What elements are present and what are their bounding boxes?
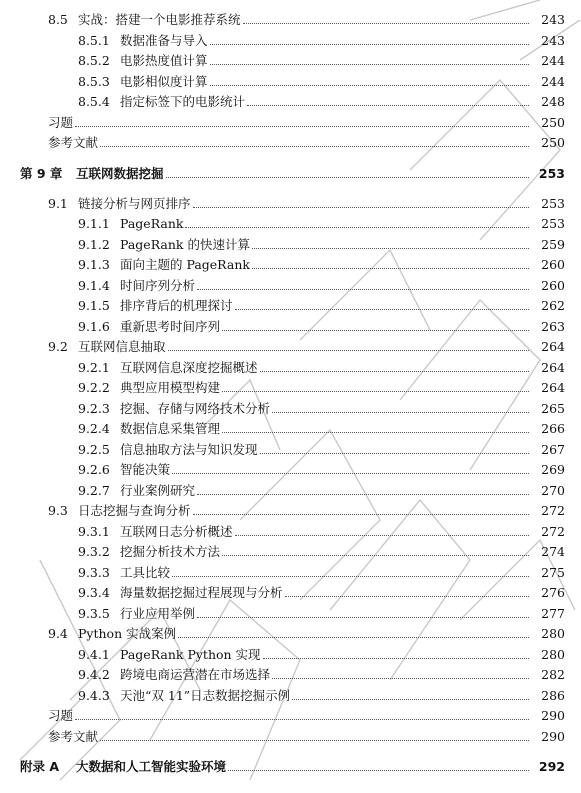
dot-leader [166, 177, 529, 178]
dot-leader [210, 64, 529, 65]
dot-leader [222, 555, 529, 556]
toc-entry[interactable] [0, 376, 581, 396]
dot-leader [185, 227, 529, 228]
toc-entry[interactable] [0, 294, 581, 314]
toc-entry[interactable] [0, 131, 581, 151]
toc-entry-title: 数据准备与导入 [120, 32, 208, 48]
toc-entry-title: 互联网数据挖掘 [76, 165, 164, 181]
dot-leader [222, 391, 529, 392]
toc-entry-number: 9.1.4 [78, 277, 110, 293]
toc-entry-page: 272 [541, 523, 565, 539]
toc-entry-page: 244 [541, 53, 565, 68]
toc-entry-page: 292 [538, 759, 565, 774]
toc-entry-page: 253 [541, 195, 565, 211]
toc-entry-number: 8.5 [48, 12, 68, 27]
toc-entry-page: 253 [541, 216, 565, 231]
toc-entry[interactable] [0, 479, 581, 499]
toc-entry-title: 习题 [48, 708, 74, 723]
toc-entry-number: 9.2 [48, 339, 68, 354]
dot-leader [197, 289, 529, 290]
toc-entry-title: 信息抽取方法与知识发现 [120, 441, 258, 457]
toc-entry-page: 243 [541, 32, 565, 48]
toc-entry-title: 工具比较 [120, 564, 171, 580]
toc-entry-title: 互联网信息深度挖掘概述 [120, 359, 258, 375]
toc-entry-number: 9.3.3 [78, 564, 110, 580]
toc-entry-title: 实战：搭建一个电影推荐系统 [78, 12, 241, 27]
toc-entry-page: 266 [541, 421, 565, 436]
toc-entry[interactable] [0, 520, 581, 540]
toc-entry-title: 行业案例研究 [120, 482, 196, 498]
dot-leader [228, 770, 529, 771]
dot-leader [222, 432, 529, 433]
dot-leader [100, 740, 529, 741]
toc-entry[interactable] [0, 458, 581, 478]
toc-entry-page: 250 [541, 135, 565, 150]
toc-entry[interactable] [0, 581, 581, 601]
toc-entry-title: 面向主题的 PageRank [120, 257, 250, 272]
toc-entry-title: 海量数据挖掘过程展现与分析 [120, 585, 283, 600]
toc-entry-number: 9.4.2 [78, 667, 110, 682]
dot-leader [260, 453, 529, 454]
toc-entry-title: 挖掘分析技术方法 [120, 544, 221, 559]
toc-entry-page: 272 [541, 503, 565, 518]
toc-entry-title: 电影热度值计算 [120, 53, 208, 68]
toc-entry-page: 267 [541, 441, 565, 457]
toc-entry-number: 9.2.7 [78, 482, 110, 498]
toc-entry-title: 参考文献 [48, 728, 99, 744]
toc-entry-title: Python 实战案例 [78, 626, 177, 641]
toc-entry[interactable] [0, 315, 581, 335]
toc-entry-title: 跨境电商运营潜在市场选择 [120, 667, 271, 682]
toc-entry-number: 9.1.5 [78, 298, 110, 313]
dot-leader [210, 85, 529, 86]
toc-entry-number: 8.5.2 [78, 53, 110, 68]
toc-entry-number: 9.2.5 [78, 441, 110, 457]
toc-entry-title: 互联网信息抽取 [78, 339, 166, 354]
toc-entry-page: 290 [541, 708, 565, 723]
toc-entry[interactable] [0, 704, 581, 724]
toc-entry-page: 274 [541, 544, 565, 559]
toc-entry[interactable] [0, 643, 581, 663]
toc-entry-title: PageRank Python 实现 [120, 646, 261, 662]
toc-entry-number: 9.3.2 [78, 544, 110, 559]
toc-entry[interactable] [0, 561, 581, 581]
toc-entry-title: 时间序列分析 [120, 277, 196, 293]
toc-entry[interactable] [0, 602, 581, 622]
toc-entry-title: PageRank [120, 216, 184, 231]
toc-entry-number: 9.3.1 [78, 523, 110, 539]
toc-entry-page: 282 [541, 667, 565, 682]
toc-entry[interactable] [0, 356, 581, 376]
dot-leader [235, 535, 529, 536]
dot-leader [222, 330, 529, 331]
toc-entry[interactable] [0, 8, 581, 28]
toc-entry-page: 290 [541, 728, 565, 744]
toc-entry-title: PageRank 的快速计算 [120, 236, 250, 252]
dot-leader [178, 637, 529, 638]
toc-entry-page: 243 [541, 12, 565, 27]
toc-entry-page: 265 [541, 400, 565, 416]
dot-leader [100, 146, 529, 147]
dot-leader [75, 719, 529, 720]
toc-entry-page: 264 [541, 380, 565, 395]
toc-entry-title: 典型应用模型构建 [120, 380, 221, 395]
dot-leader [193, 514, 529, 515]
toc-entry[interactable] [0, 663, 581, 683]
dot-leader [210, 44, 529, 45]
toc-entry-number: 9.3.4 [78, 585, 110, 600]
toc-entry-number: 9.4 [48, 626, 68, 641]
toc-entry-number: 9.2.1 [78, 359, 110, 375]
toc-entry-page: 248 [541, 94, 565, 109]
dot-leader [193, 207, 529, 208]
dot-leader [247, 105, 529, 106]
toc-entry-page: 260 [541, 257, 565, 272]
toc-entry-number: 9.2.4 [78, 421, 110, 436]
toc-entry-title: 电影相似度计算 [120, 73, 208, 89]
toc-entry-number: 9.1.6 [78, 318, 110, 334]
toc-entry-number: 9.2.6 [78, 462, 110, 477]
toc-entry-page: 263 [541, 318, 565, 334]
dot-leader [272, 678, 529, 679]
dot-leader [292, 699, 529, 700]
toc-entry-page: 250 [541, 114, 565, 130]
toc-entry[interactable] [0, 90, 581, 110]
toc-entry-title: 日志挖掘与查询分析 [78, 503, 191, 518]
toc-entry[interactable] [0, 274, 581, 294]
dot-leader [252, 248, 529, 249]
toc-entry-page: 275 [541, 564, 565, 580]
toc-entry[interactable] [0, 253, 581, 273]
dot-leader [235, 309, 529, 310]
toc-entry[interactable] [0, 212, 581, 232]
toc-entry-page: 280 [541, 646, 565, 662]
toc-entry-number: 9.2.2 [78, 380, 110, 395]
toc-entry-page: 260 [541, 277, 565, 293]
dot-leader [172, 576, 529, 577]
dot-leader [168, 350, 529, 351]
toc-entry[interactable] [0, 162, 581, 182]
dot-leader [197, 494, 529, 495]
toc-entry[interactable] [0, 540, 581, 560]
toc-entry-title: 大数据和人工智能实验环境 [76, 759, 227, 774]
toc-entry-number: 9.1 [48, 195, 68, 211]
toc-entry-page: 259 [541, 236, 565, 252]
toc-entry-number: 第 9 章 [20, 165, 63, 181]
dot-leader [260, 371, 529, 372]
toc-entry[interactable] [0, 192, 581, 212]
toc-entry-number: 9.3.5 [78, 605, 110, 621]
toc-entry-number: 附录 A [20, 759, 60, 774]
toc-entry-page: 276 [541, 585, 565, 600]
toc-entry-page: 280 [541, 626, 565, 641]
toc-entry[interactable] [0, 111, 581, 131]
toc-entry-page: 270 [541, 482, 565, 498]
toc-entry[interactable] [0, 233, 581, 253]
toc-entry-page: 253 [538, 165, 565, 181]
toc-entry[interactable] [0, 417, 581, 437]
toc-entry-page: 264 [541, 359, 565, 375]
toc-entry[interactable] [0, 499, 581, 519]
toc-entry-page: 262 [541, 298, 565, 313]
toc-entry-number: 9.1.2 [78, 236, 110, 252]
toc-entry-title: 行业应用举例 [120, 605, 196, 621]
dot-leader [75, 126, 529, 127]
toc-entry[interactable] [0, 755, 581, 775]
toc-entry-title: 重新思考时间序列 [120, 318, 221, 334]
toc-entry[interactable] [0, 29, 581, 49]
toc-entry-number: 9.2.3 [78, 400, 110, 416]
toc-entry-title: 数据信息采集管理 [120, 421, 221, 436]
toc-entry-number: 9.3 [48, 503, 68, 518]
toc-entry-title: 指定标签下的电影统计 [120, 94, 246, 109]
toc-entry-number: 9.1.1 [78, 216, 110, 231]
toc-entry-title: 互联网日志分析概述 [120, 523, 233, 539]
toc-entry-title: 智能决策 [120, 462, 171, 477]
dot-leader [263, 658, 529, 659]
dot-leader [252, 268, 529, 269]
toc-entry[interactable] [0, 49, 581, 69]
toc-entry-number: 9.4.1 [78, 646, 110, 662]
toc-entry-number: 8.5.4 [78, 94, 110, 109]
toc-entry-page: 264 [541, 339, 565, 354]
dot-leader [243, 23, 529, 24]
toc-entry[interactable] [0, 684, 581, 704]
toc-entry-number: 8.5.1 [78, 32, 110, 48]
dot-leader [285, 596, 529, 597]
toc-entry-title: 挖掘、存储与网络技术分析 [120, 400, 271, 416]
dot-leader [197, 617, 529, 618]
toc-entry[interactable] [0, 397, 581, 417]
toc-entry-page: 269 [541, 462, 565, 477]
toc-entry-title: 天池“双 11”日志数据挖掘示例 [120, 687, 291, 703]
toc-entry-title: 排序背后的机理探讨 [120, 298, 233, 313]
toc-entry-page: 277 [541, 605, 565, 621]
toc-entry[interactable] [0, 622, 581, 642]
toc-entry-page: 244 [541, 73, 565, 89]
toc-entry[interactable] [0, 70, 581, 90]
dot-leader [272, 412, 529, 413]
toc-entry-page: 286 [541, 687, 565, 703]
toc-entry[interactable] [0, 335, 581, 355]
toc-entry[interactable] [0, 438, 581, 458]
toc-entry-title: 习题 [48, 114, 74, 130]
toc-entry-number: 9.1.3 [78, 257, 110, 272]
toc-entry-title: 参考文献 [48, 135, 99, 150]
toc-entry[interactable] [0, 725, 581, 745]
dot-leader [172, 473, 529, 474]
toc-entry-number: 8.5.3 [78, 73, 110, 89]
toc-entry-title: 链接分析与网页排序 [78, 195, 191, 211]
toc-entry-number: 9.4.3 [78, 687, 110, 703]
